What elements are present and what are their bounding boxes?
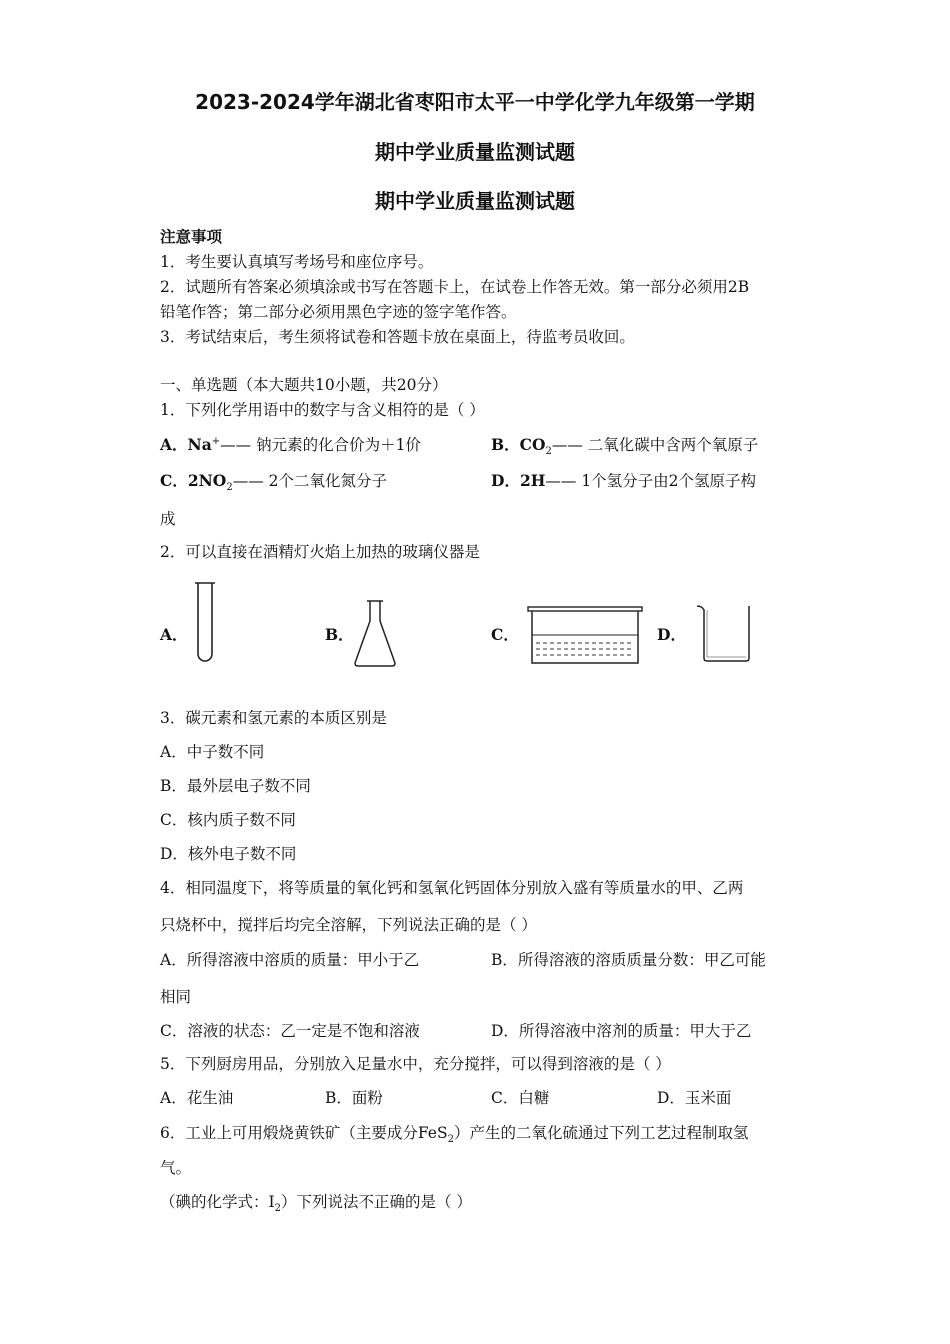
note-2-line-2: 铅笔作答；第二部分必须用黑色字迹的签字笔作答。	[160, 303, 517, 321]
conical-flask-icon	[352, 599, 398, 669]
q6-iodine-post: ）下列说法不正确的是（ ）	[281, 1193, 472, 1211]
beaker-icon	[695, 602, 757, 664]
q6-iodine-pre: （碘的化学式：I	[160, 1193, 275, 1211]
q1-b-formula: CO	[519, 435, 546, 454]
q2-option-c-label: C．	[491, 625, 519, 644]
note-3: 3．考试结束后，考生须将试卷和答题卡放在桌面上，待监考员收回。	[160, 328, 635, 346]
q1-b-subscript: 2	[545, 446, 552, 458]
page-title-line-3: 期中学业质量监测试题	[375, 189, 575, 213]
q4-stem-line-1: 4．相同温度下，将等质量的氧化钙和氢氧化钙固体分别放入盛有等质量水的甲、乙两	[160, 879, 744, 897]
q4-option-d: D．所得溶液中溶剂的质量：甲大于乙	[491, 1022, 752, 1040]
q1-a-formula: Na	[187, 435, 212, 454]
q3-stem: 3．碳元素和氢元素的本质区别是	[160, 709, 387, 727]
q1-d-label: D．	[491, 471, 520, 490]
q1-option-b	[491, 435, 759, 458]
q3-option-c: C．核内质子数不同	[160, 811, 296, 829]
q6-stem-post: ）产生的二氧化硫通过下列工艺过程制取氢	[453, 1124, 749, 1142]
q5-option-c: C．白糖	[491, 1089, 550, 1107]
q6-iodine-subscript: 2	[274, 1203, 281, 1215]
q1-stem: 1．下列化学用语中的数字与含义相符的是（ ）	[160, 401, 485, 419]
q5-option-a: A．花生油	[160, 1089, 234, 1107]
q4-option-b-continued: 相同	[160, 988, 192, 1006]
q6-stem-subscript: 2	[447, 1134, 454, 1146]
q4-stem-line-2: 只烧杯中，搅拌后均完全溶解，下列说法正确的是（ ）	[160, 916, 537, 934]
q1-option-d-continued: 成	[160, 510, 176, 528]
note-1: 1．考生要认真填写考场号和座位序号。	[160, 253, 434, 271]
note-2-line-1: 2．试题所有答案必须填涂或书写在答题卡上，在试卷上作答无效。第一部分必须用2B	[160, 278, 750, 296]
q5-option-b: B．面粉	[325, 1089, 383, 1107]
test-tube-icon	[193, 582, 217, 666]
q1-c-text: —— 2个二氧化氮分子	[232, 472, 387, 490]
q5-option-d: D．玉米面	[657, 1089, 732, 1107]
page-title-line-1: 2023-2024学年湖北省枣阳市太平一中学化学九年级第一学期	[195, 90, 755, 114]
q2-option-a-label: A．	[160, 625, 188, 644]
q6-stem-line-3	[160, 1192, 472, 1215]
q1-a-charge: +	[211, 435, 221, 447]
q1-option-a	[160, 435, 421, 455]
q1-c-formula: 2NO	[187, 471, 227, 490]
q1-option-d	[491, 471, 756, 491]
q1-a-label: A．	[160, 435, 188, 454]
q2-option-d-label: D．	[657, 625, 686, 644]
q1-b-label: B．	[491, 435, 520, 454]
q1-a-text: —— 钠元素的化合价为＋1价	[220, 436, 421, 454]
q3-option-b: B．最外层电子数不同	[160, 777, 311, 795]
notes-heading: 注意事项	[160, 227, 223, 246]
q6-stem-pre: 6．工业上可用煅烧黄铁矿（主要成分FeS	[160, 1124, 448, 1142]
q5-stem: 5．下列厨房用品，分别放入足量水中，充分搅拌，可以得到溶液的是（ ）	[160, 1055, 671, 1073]
q1-option-c	[160, 471, 387, 494]
q1-d-formula: 2H	[519, 471, 546, 490]
q2-stem: 2．可以直接在酒精灯火焰上加热的玻璃仪器是	[160, 543, 480, 561]
q4-option-b: B．所得溶液的溶质质量分数：甲乙可能	[491, 951, 766, 969]
q2-option-b-label: B．	[325, 625, 354, 644]
page-title-line-2: 期中学业质量监测试题	[375, 140, 575, 164]
q3-option-d: D．核外电子数不同	[160, 845, 297, 863]
q6-stem-line-2: 气。	[160, 1159, 192, 1177]
q1-c-subscript: 2	[226, 482, 233, 494]
q4-option-a: A．所得溶液中溶质的质量：甲小于乙	[160, 951, 420, 969]
q1-b-text: —— 二氧化碳中含两个氧原子	[551, 436, 759, 454]
q4-option-c: C．溶液的状态：乙一定是不饱和溶液	[160, 1022, 420, 1040]
evaporating-trough-icon	[527, 605, 643, 667]
q1-c-label: C．	[160, 471, 188, 490]
q1-d-text: —— 1个氢分子由2个氢原子构	[545, 472, 757, 490]
q3-option-a: A．中子数不同	[160, 743, 265, 761]
q6-stem-line-1	[160, 1123, 749, 1146]
section-heading: 一、单选题（本大题共10小题，共20分）	[160, 376, 448, 394]
